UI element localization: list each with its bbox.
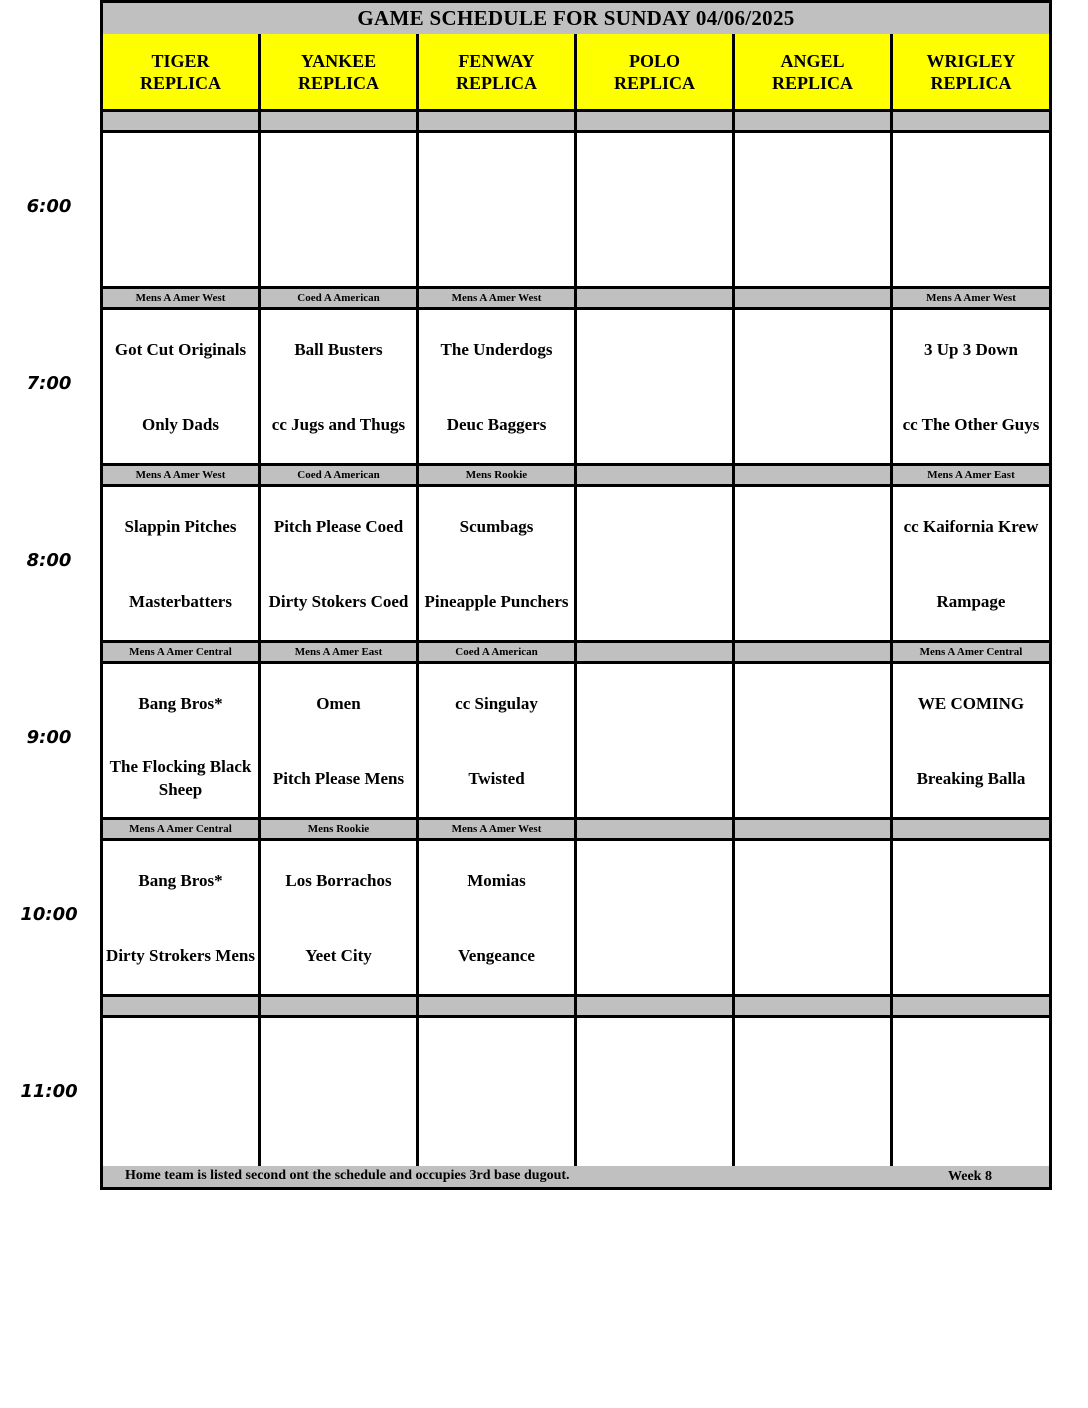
division-label	[735, 820, 893, 841]
home-team	[419, 1107, 574, 1157]
division-label	[261, 997, 419, 1018]
game-cell	[103, 487, 261, 643]
schedule-table	[100, 0, 1052, 1190]
home-team: The Flocking Black Sheep	[109, 757, 252, 799]
home-team: Vengeance	[458, 945, 535, 965]
home-team	[577, 1107, 732, 1157]
division-label	[419, 112, 577, 133]
home-team: Masterbatters	[129, 591, 232, 611]
field-header-row	[103, 34, 1049, 112]
field-header-2	[261, 34, 419, 112]
away-team: WE COMING	[917, 693, 1025, 713]
home-team: cc Jugs and Thugs	[271, 414, 406, 434]
field-header-4	[577, 34, 735, 112]
game-cell	[419, 487, 577, 643]
home-team	[735, 399, 890, 449]
division-label: Mens A Amer Central	[893, 643, 1049, 664]
time-label: 8:00	[26, 550, 72, 571]
game-cell	[577, 664, 735, 820]
division-label	[261, 112, 419, 133]
game-cell	[893, 664, 1049, 820]
home-team	[261, 222, 416, 272]
division-label: Coed A American	[261, 466, 419, 487]
game-cell	[419, 310, 577, 466]
home-team	[735, 930, 890, 980]
home-team: Only Dads	[142, 414, 219, 434]
game-row	[103, 487, 1049, 643]
home-team: Deuc Baggers	[446, 414, 547, 434]
away-team	[419, 1032, 574, 1082]
time-label: 9:00	[26, 727, 72, 748]
home-team	[577, 399, 732, 449]
field-name: FENWAY	[458, 50, 535, 71]
home-team	[577, 576, 732, 626]
game-cell	[577, 487, 735, 643]
division-row	[103, 643, 1049, 664]
week-label: Week 8	[948, 1169, 992, 1184]
home-team: Yeet City	[305, 945, 372, 965]
division-label	[419, 997, 577, 1018]
field-sub: REPLICA	[771, 72, 853, 93]
game-cell	[103, 664, 261, 820]
away-team: Bang Bros*	[138, 693, 223, 713]
home-team	[735, 222, 890, 272]
away-team: cc Singulay	[455, 693, 538, 713]
division-label: Mens A Amer West	[419, 289, 577, 310]
division-label: Mens A Amer West	[103, 289, 261, 310]
game-cell	[419, 841, 577, 997]
division-row	[103, 289, 1049, 310]
division-row	[103, 466, 1049, 487]
away-team	[261, 147, 416, 197]
away-team	[893, 1032, 1049, 1082]
division-label	[893, 820, 1049, 841]
game-cell	[577, 133, 735, 289]
away-team: Ball Busters	[294, 339, 383, 359]
home-team	[735, 753, 890, 803]
division-label	[577, 643, 735, 664]
home-team: Breaking Balla	[916, 768, 1026, 788]
division-row	[103, 820, 1049, 841]
division-label	[735, 997, 893, 1018]
away-team	[893, 855, 1049, 905]
field-sub: REPLICA	[613, 72, 695, 93]
away-team: Pitch Please Coed	[273, 516, 404, 536]
game-row	[103, 664, 1049, 820]
away-team: 3 Up 3 Down	[924, 339, 1018, 359]
away-team	[577, 855, 732, 905]
away-team: Bang Bros*	[138, 870, 223, 890]
game-cell	[893, 1018, 1049, 1174]
time-label: 10:00	[20, 904, 78, 925]
field-name: ANGEL	[780, 50, 845, 71]
footer-note: Home team is listed second ont the schedule and occupies 3rd base dugout.	[125, 1168, 570, 1183]
away-team	[577, 1032, 732, 1082]
division-label	[735, 643, 893, 664]
game-cell	[261, 664, 419, 820]
division-label: Mens A Amer West	[103, 466, 261, 487]
division-row	[103, 997, 1049, 1018]
away-team: Scumbags	[459, 516, 534, 536]
game-cell	[103, 1018, 261, 1174]
game-row	[103, 133, 1049, 289]
away-team	[419, 147, 574, 197]
division-label	[103, 112, 261, 133]
field-header-1	[103, 34, 261, 112]
division-label	[735, 289, 893, 310]
division-label	[735, 466, 893, 487]
game-cell	[735, 310, 893, 466]
division-label	[735, 112, 893, 133]
field-name: TIGER	[151, 50, 210, 71]
away-team	[577, 501, 732, 551]
division-label: Mens A Amer West	[893, 289, 1049, 310]
division-label	[577, 289, 735, 310]
away-team	[261, 1032, 416, 1082]
field-sub: REPLICA	[455, 72, 537, 93]
away-team: Momias	[467, 870, 526, 890]
game-cell	[735, 1018, 893, 1174]
home-team	[893, 930, 1049, 980]
away-team	[103, 1032, 258, 1082]
division-label	[103, 997, 261, 1018]
game-cell	[577, 841, 735, 997]
home-team	[893, 1107, 1049, 1157]
away-team	[893, 147, 1049, 197]
field-header-3	[419, 34, 577, 112]
division-label: Coed A American	[419, 643, 577, 664]
time-label: 11:00	[20, 1081, 78, 1102]
division-label	[577, 820, 735, 841]
home-team	[735, 576, 890, 626]
home-team	[577, 222, 732, 272]
time-label: 6:00	[26, 196, 72, 217]
game-cell	[103, 841, 261, 997]
division-label	[893, 997, 1049, 1018]
game-cell	[261, 310, 419, 466]
home-team: cc The Other Guys	[902, 414, 1040, 434]
field-name: POLO	[628, 50, 680, 71]
home-team: Dirty Strokers Mens	[106, 945, 255, 965]
home-team	[577, 753, 732, 803]
field-name: WRIGLEY	[926, 50, 1016, 71]
game-cell	[893, 841, 1049, 997]
home-team	[893, 222, 1049, 272]
game-cell	[735, 133, 893, 289]
field-sub: REPLICA	[297, 72, 379, 93]
home-team	[735, 1107, 890, 1157]
away-team: Omen	[316, 693, 361, 713]
division-label: Mens Rookie	[261, 820, 419, 841]
away-team: Slappin Pitches	[124, 516, 237, 536]
home-team	[419, 222, 574, 272]
division-label: Mens A Amer Central	[103, 643, 261, 664]
away-team: cc Kaifornia Krew	[903, 516, 1039, 536]
home-team	[103, 1107, 258, 1157]
schedule-title: GAME SCHEDULE FOR SUNDAY 04/06/2025	[103, 3, 1049, 37]
home-team	[577, 930, 732, 980]
field-name: YANKEE	[300, 50, 377, 71]
away-team	[735, 501, 890, 551]
home-team: Pineapple Punchers	[424, 591, 569, 611]
game-row	[103, 310, 1049, 466]
away-team	[735, 855, 890, 905]
game-cell	[735, 664, 893, 820]
away-team: Los Borrachos	[285, 870, 392, 890]
field-header-5	[735, 34, 893, 112]
game-cell	[577, 310, 735, 466]
field-header-6	[893, 34, 1049, 112]
game-cell	[261, 1018, 419, 1174]
home-team: Rampage	[936, 591, 1006, 611]
game-row	[103, 1018, 1049, 1174]
time-label: 7:00	[26, 373, 72, 394]
away-team	[103, 147, 258, 197]
division-label: Mens A Amer East	[893, 466, 1049, 487]
game-cell	[103, 310, 261, 466]
division-label: Mens A Amer West	[419, 820, 577, 841]
game-cell	[735, 841, 893, 997]
away-team	[577, 678, 732, 728]
away-team: The Underdogs	[440, 339, 553, 359]
game-cell	[419, 133, 577, 289]
game-cell	[261, 487, 419, 643]
division-label: Mens A Amer East	[261, 643, 419, 664]
field-sub: REPLICA	[930, 72, 1012, 93]
game-cell	[735, 487, 893, 643]
away-team: Got Cut Originals	[114, 339, 247, 359]
division-label	[893, 112, 1049, 133]
game-cell	[893, 310, 1049, 466]
game-cell	[893, 133, 1049, 289]
home-team: Dirty Stokers Coed	[268, 591, 409, 611]
away-team	[735, 147, 890, 197]
division-label	[577, 112, 735, 133]
footer-bar	[103, 1166, 1049, 1187]
home-team: Pitch Please Mens	[272, 768, 405, 788]
away-team	[577, 147, 732, 197]
game-row	[103, 841, 1049, 997]
division-label: Coed A American	[261, 289, 419, 310]
away-team	[735, 1032, 890, 1082]
away-team	[577, 324, 732, 374]
division-label	[577, 466, 735, 487]
game-cell	[577, 1018, 735, 1174]
game-cell	[103, 133, 261, 289]
home-team	[103, 222, 258, 272]
field-sub: REPLICA	[139, 72, 221, 93]
game-cell	[261, 841, 419, 997]
game-cell	[261, 133, 419, 289]
away-team	[735, 324, 890, 374]
division-row	[103, 112, 1049, 133]
game-cell	[419, 664, 577, 820]
home-team: Twisted	[468, 768, 525, 788]
home-team	[261, 1107, 416, 1157]
game-cell	[419, 1018, 577, 1174]
division-label: Mens Rookie	[419, 466, 577, 487]
game-cell	[893, 487, 1049, 643]
division-label	[577, 997, 735, 1018]
away-team	[735, 678, 890, 728]
division-label: Mens A Amer Central	[103, 820, 261, 841]
